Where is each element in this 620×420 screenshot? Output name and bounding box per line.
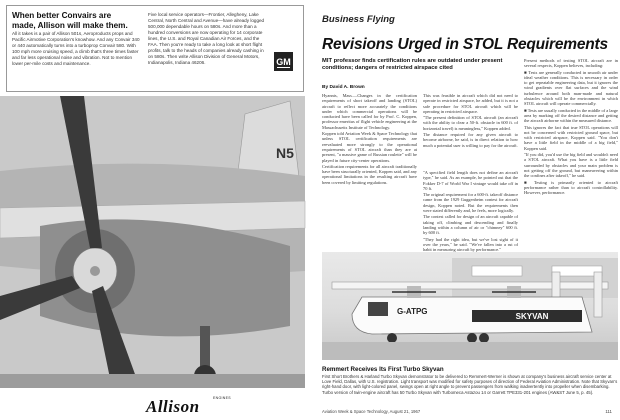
paragraph: The distance required for any given aircraft to become airborne, he said, is in direct relation to how much a potential user is willing to pay for the aircraft. [423, 132, 518, 148]
paragraph: "They had the right idea, but we've lost sight of it over the years," he said. "We've fallen into a rut of habit in measuring aircraft by performance." [423, 236, 518, 253]
paragraph: "The present definition of STOL aircraft (an aircraft with the ability to clear a 50-ft. obstacle in 600 ft. of horizontal travel) is meaningless," Koppen added. [423, 115, 518, 131]
paragraph: This was feasible in aircraft which did not need to operate in restricted airspace, he added, but it is not a safe procedure for STOL aircraft which will be operating in restricted airspace. [423, 93, 518, 114]
allison-logo: Allison [146, 397, 200, 416]
allison-logo-small: ENGINES [213, 396, 231, 400]
paragraph: Koppen told Aviation Week & Space Technology that unless STOL certification requirements are reevaluated more strongly to the operational requirements of STOL aircraft than they are at present, "a massive game of Russian roulette" will be played in future city-center operations. [322, 131, 417, 163]
skyvan-registration: G-ATPG [397, 307, 428, 316]
page-number: 111 [605, 409, 612, 414]
paragraph: This ignores the fact that true STOL operations will not be concerned with restricted ground space, but with restricted airspace, Koppen said. "You don't have a little field in the middle of a big field," Koppen said. [524, 124, 618, 151]
convair-propeller-photo [0, 96, 305, 388]
skyvan-banner-text: SKYVAN [515, 312, 549, 321]
article-column-1 [322, 93, 417, 243]
photo-caption-body: First Short Brothers & Harland Turbo Skyvan demonstrator to be delivered to Remmert-Werner is shown at company's business aircraft service center at Love Field, Dallas, with U.S. registration. Light transport was modified for safety purposes of direction of Federal Aviation Administration. Note that Skyvan's right-hand door, with light-colored panel, swings open at right angle to prevent passengers from walking inadvertently into propeller when disembarking. Turbo version of twin-engine aircraft has 50 Turbo Skyvan with Turbomeca Astazou 14 or Garrett TPE331-201 engines (AW&ST June 5, p. 45). [322, 374, 618, 395]
paragraph: Hyannis, Mass.—Changes in the certification requirements of short takeoff and landing (STOL) aircraft to reflect more accurately the conditions under which commercial operations will be conducted have been called for by Prof. C. Koppen, professor emeritus of flight vehicle engineering at the Massachusetts Institute of Technology. [322, 93, 417, 130]
article-headline: Revisions Urged in STOL Requirements [322, 36, 608, 53]
photo-caption-headline: Remmert Receives Its First Turbo Skyvan [322, 366, 444, 373]
byline: By David A. Brown [322, 85, 365, 90]
paragraph: ■ Tests are usually conducted in the middle of a large area by marking off the desired distance and getting the aircraft airborne within the measured distance. [524, 107, 618, 124]
article-column-3 [524, 58, 618, 244]
article-deck: MIT professor finds certification rules are outdated under present conditions; dangers of restricted airspace cited [322, 58, 503, 72]
paragraph: "A specified field length does not define an aircraft type," he said. As an example, he pointed out that the Fokker D-7 of World War I vintage would take off in 70 ft. [423, 170, 518, 191]
paragraph: ■ Tests are generally conducted in smooth air under ideal weather conditions. This is necessary in order to get repeatable engineering data, but it ignores the wind gradients over flat surfaces and the wind turbulence around both man-made and natural obstacles which will be the environment in which STOL aircraft will operate commercially. [524, 69, 618, 107]
paragraph: The original requirement for a 600-ft. takeoff distance came from the 1929 Guggenheim contest for aircraft design, Koppen noted. But the requirements then were stated differently and, he feels, more logically. [423, 192, 519, 214]
paragraph: The contest called for design of an aircraft capable of taking off, climbing and descending and finally landing within a column of air or "chimney" 600 ft. by 600 ft. [423, 214, 518, 236]
section-heading: Business Flying [322, 14, 395, 25]
right-page-article [310, 0, 620, 420]
skyvan-photo [322, 252, 618, 360]
ad-body-column-2: Five local service operators—Frontier, Allegheny, Lake Central, North Central and Avenue—have already logged 500,000 dependable hours on 580s. And more than a hundred conversions are now operating for 14 corporate lines, the U.S. and Royal Canadian Air Forces, and the FAA. Then you're ready to take a long look at short flight profits, talk to the heads of companies already cashing in on 580s. Then write Allison Division of General Motors, Indianapolis, Indiana 46206. [148, 12, 265, 65]
gm-logo: GM [274, 52, 293, 71]
left-page-advertisement [0, 0, 305, 420]
paragraph: Present methods of testing STOL aircraft are in several respects, Koppen believes, including: [524, 58, 618, 69]
article-column-2 [423, 170, 519, 253]
article-column-2-top [423, 93, 518, 168]
paragraph: "If you did, you'd use the big field and wouldn't need a STOL aircraft. What you have is a little field surrounded by obstacles and your main problem is not getting off the ground, but maneuvering within the confines after takeoff," he said. [524, 152, 618, 179]
paragraph: ■ Testing is primarily oriented to aircraft performance rather than to aircraft controllability. However, performance. [524, 179, 618, 196]
page-footer: Aviation Week & Space Technology, August 21, 1967 [322, 409, 421, 414]
tail-marking: N5 [276, 145, 294, 161]
paragraph: Certification requirements for all aircraft traditionally have been structurally oriented, Koppen said, and any operational limitations in the resulting aircraft have been covered by limiting regulations. [322, 163, 417, 185]
ad-body-column-1: All it takes is a pair of Allison 501s, Aeroproducts props and Pacific Airmotive Corporation's knowhow. And any Convair 340 or 440 automatically turns into a turboprop Convair 580. With 100 mph more cruising speed, a climb that's three times faster and far less operational noise and vibration. Not to mention lower per-mile costs and maintenance. [12, 31, 140, 66]
ad-headline: When better Convairs are made, Allison will make them. [12, 11, 128, 30]
